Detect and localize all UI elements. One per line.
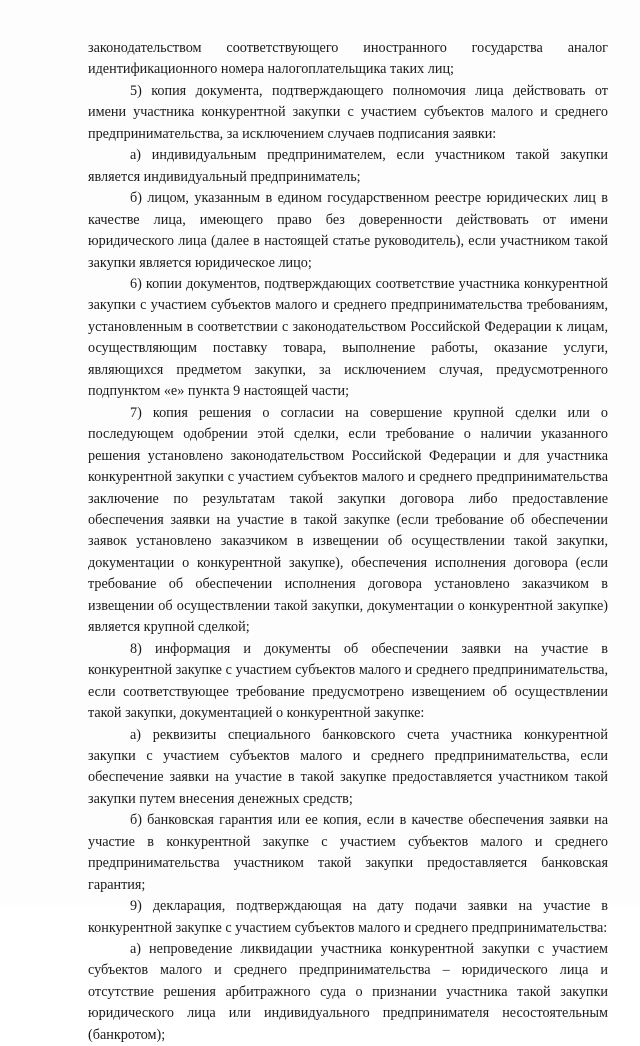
paragraph-continuation: законодательством соответствующего иностранного государства аналог идентификационного номера налогоплательщика таких лиц; (88, 40, 608, 78)
document-body (88, 38, 608, 1046)
paragraph-item-5b: б) лицом, указанным в едином государственном реестре юридических лиц в качестве лица, имеющего право без доверенности действовать от имени юридического лица (далее в настоящей статье руководитель), если участником такой закупки является юридическое лицо; (88, 190, 608, 271)
paragraph-item-6: 6) копии документов, подтверждающих соответствие участника конкурентной закупки с участием субъектов малого и среднего предпринимательства требованиям, установленным в соответствии с законодательством Российской Федерации к лицам, осуществляющим поставку товара, выполнение работы, оказание услуги, являющихся предметом закупки, за исключением случая, предусмотренного подпунктом «е» пункта 9 настоящей части; (88, 275, 608, 400)
paragraph-item-7: 7) копия решения о согласии на совершение крупной сделки или о последующем одобрении этой сделки, если требование о наличии указанного решения установлено законодательством Российской Федерации и для участника конкурентной закупки с участием субъектов малого и среднего предпринимательства заключение по результатам такой закупки договора либо предоставление обеспечения заявки на участие в такой закупке (если требование об обеспечении заявок установлено заказчиком в извещении об осуществлении такой закупки, документации о конкурентной закупке), обеспечения исполнения договора (если требование об обеспечении исполнения договора установлено заказчиком в извещении об осуществлении такой закупки, документации о конкурентной закупке) является крупной сделкой; (88, 404, 608, 636)
paragraph-item-8: 8) информация и документы об обеспечении заявки на участие в конкурентной закупке с участием субъектов малого и среднего предпринимательства, если соответствующее требование предусмотрено извещением об осуществлении такой закупки, документацией о конкурентной закупке: (88, 640, 608, 722)
paragraph-item-9: 9) декларация, подтверждающая на дату подачи заявки на участие в конкурентной закупке с участием субъектов малого и среднего предпринимательства: (88, 898, 608, 936)
paragraph-item-9a: а) непроведение ликвидации участника конкурентной закупки с участием субъектов малого и среднего предпринимательства – юридического лица и отсутствие решения арбитражного суда о признании участника такой закупки юридического лица или индивидуального предпринимателя несостоятельным (банкротом); (88, 941, 608, 1043)
paragraph-item-5: 5) копия документа, подтверждающего полномочия лица действовать от имени участника конкурентной закупки с участием субъектов малого и среднего предпринимательства, за исключением случаев подписания заявки: (88, 82, 608, 142)
paragraph-item-8a: а) реквизиты специального банковского счета участника конкурентной закупки с участием субъектов малого и среднего предпринимательства, если обеспечение заявки на участие в такой закупке предоставляется участником такой закупки путем внесения денежных средств; (88, 726, 608, 807)
paragraph-item-8b: б) банковская гарантия или ее копия, если в качестве обеспечения заявки на участие в конкурентной закупке с участием субъектов малого и среднего предпринимательства участником такой закупки предоставляется банковская гарантия; (88, 812, 608, 893)
paragraph-item-5a: а) индивидуальным предпринимателем, если участником такой закупки является индивидуальный предприниматель; (88, 147, 608, 185)
